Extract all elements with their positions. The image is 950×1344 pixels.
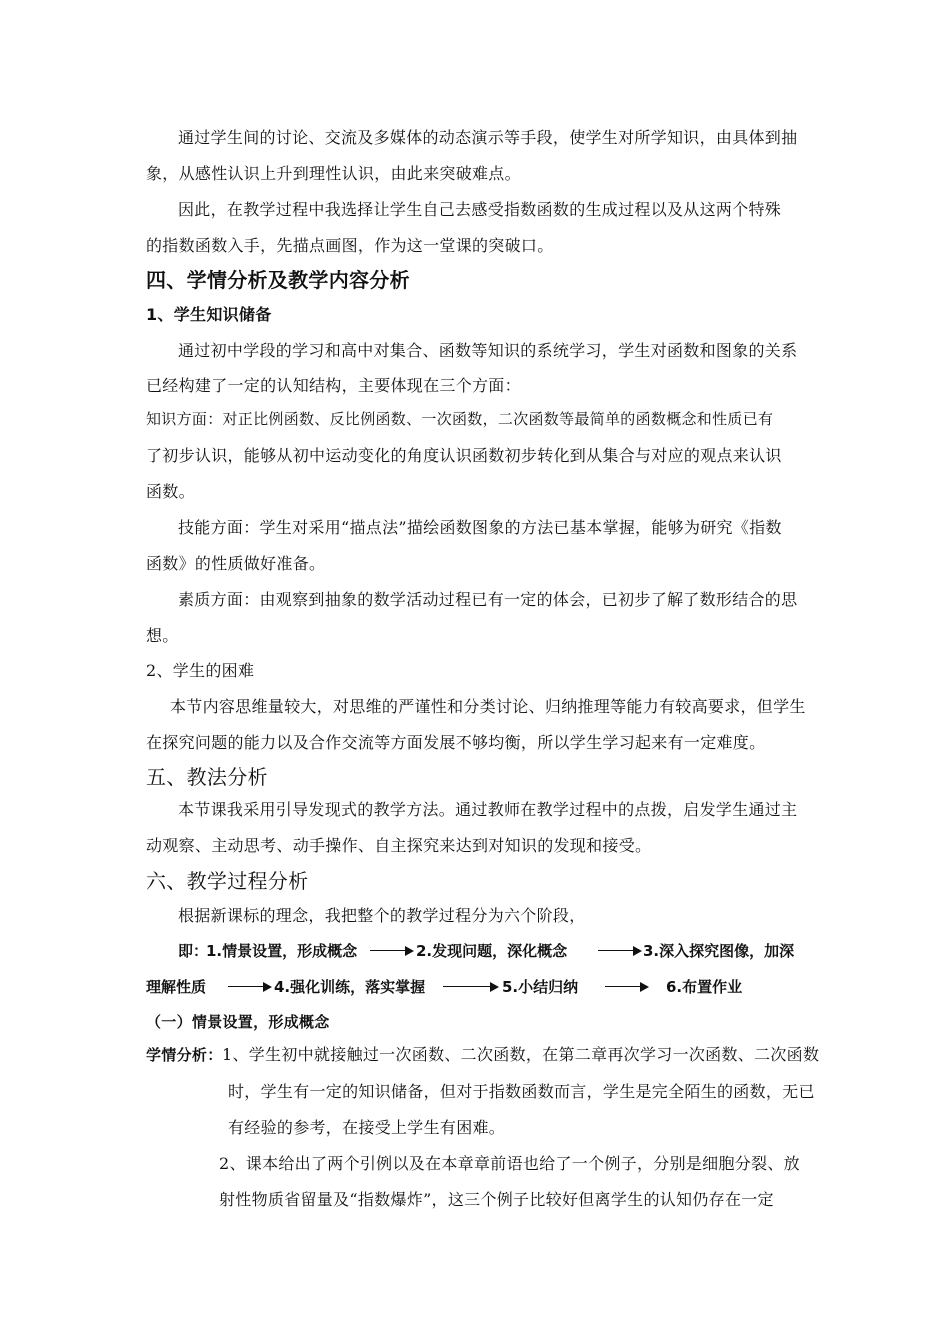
section-heading-5: 五、教法分析 <box>146 765 268 789</box>
subheading-difficulty: 2、学生的困难 <box>146 661 255 680</box>
paragraph-line: 了初步认识，能够从初中运动变化的角度认识函数初步转化到从集合与对应的观点来认识 <box>146 446 782 465</box>
flow-arrow-icon <box>370 944 414 958</box>
paragraph-line: 已经构建了一定的认知结构，主要体现在三个方面： <box>146 376 521 395</box>
paragraph-line: 1、学生初中就接触过一次函数、二次函数，在第二章再次学习一次函数、二次函数 <box>222 1045 820 1064</box>
paragraph-line: 想。 <box>146 626 179 645</box>
paragraph-line: 知识方面：对正比例函数、反比例函数、一次函数，二次函数等最简单的函数概念和性质已有 <box>146 410 774 428</box>
paragraph-line: 动观察、主动思考、动手操作、自主探究来达到对知识的发现和接受。 <box>146 836 652 855</box>
flow-arrow-icon <box>598 944 642 958</box>
flow-step-3-cont: 理解性质 <box>146 978 207 996</box>
flow-step-3: 3.深入探究图像，加深 <box>643 942 795 960</box>
paragraph-line: 的指数函数入手，先描点画图，作为这一堂课的突破口。 <box>146 236 554 255</box>
paragraph-line: 有经验的参考，在接受上学生有困难。 <box>228 1118 506 1137</box>
section-heading-6: 六、教学过程分析 <box>146 869 309 893</box>
paragraph-line: 函数。 <box>146 482 195 501</box>
paragraph-line: 时，学生有一定的知识储备，但对于指数函数而言，学生是完全陌生的函数，无已 <box>228 1082 815 1101</box>
paragraph-line: 本节课我采用引导发现式的教学方法。通过教师在教学过程中的点拨，启发学生通过主 <box>178 800 798 819</box>
flow-step-6: 6.布置作业 <box>666 978 743 996</box>
flow-arrow-icon <box>228 980 272 994</box>
flow-step-4: 4.强化训练，落实掌握 <box>274 978 426 996</box>
flow-arrow-icon <box>605 980 649 994</box>
paragraph-line: 在探究问题的能力以及合作交流等方面发展不够均衡，所以学生学习起来有一定难度。 <box>146 733 766 752</box>
paragraph-line: 函数》的性质做好准备。 <box>146 554 326 573</box>
paragraph-line: 技能方面：学生对采用“描点法”描绘函数图象的方法已基本掌握，能够为研究《指数 <box>178 518 782 537</box>
paragraph-line: 通过学生间的讨论、交流及多媒体的动态演示等手段，使学生对所学知识，由具体到抽 <box>178 128 798 147</box>
flow-arrow-icon <box>443 980 499 994</box>
paragraph-line: 因此，在教学过程中我选择让学生自己去感受指数函数的生成过程以及从这两个特殊 <box>178 200 782 219</box>
section-heading-4: 四、学情分析及教学内容分析 <box>146 268 410 292</box>
analysis-label: 学情分析： <box>146 1046 223 1064</box>
paragraph-line: 通过初中学段的学习和高中对集合、函数等知识的系统学习，学生对函数和图象的关系 <box>178 341 798 360</box>
paragraph-line: 射性物质省留量及“指数爆炸”，这三个例子比较好但离学生的认知仍存在一定 <box>219 1190 774 1209</box>
paragraph-line: 素质方面：由观察到抽象的数学活动过程已有一定的体会，已初步了解了数形结合的思 <box>178 590 798 609</box>
flow-lead: 即： <box>178 942 209 960</box>
flow-step-1: 1.情景设置，形成概念 <box>206 942 358 960</box>
subheading-knowledge: 1、学生知识储备 <box>146 305 272 324</box>
flow-step-2: 2.发现问题，深化概念 <box>416 942 568 960</box>
paragraph-line: 根据新课标的理念，我把整个的教学过程分为六个阶段， <box>178 906 586 925</box>
part-title-1: （一）情景设置，形成概念 <box>146 1013 330 1031</box>
paragraph-line: 象，从感性认识上升到理性认识，由此来突破难点。 <box>146 164 521 183</box>
flow-step-5: 5.小结归纳 <box>502 978 579 996</box>
paragraph-line: 2、课本给出了两个引例以及在本章章前语也给了一个例子，分别是细胞分裂、放 <box>219 1154 800 1173</box>
paragraph-line: 本节内容思维量较大，对思维的严谨性和分类讨论、归纳推理等能力有较高要求，但学生 <box>170 697 806 716</box>
